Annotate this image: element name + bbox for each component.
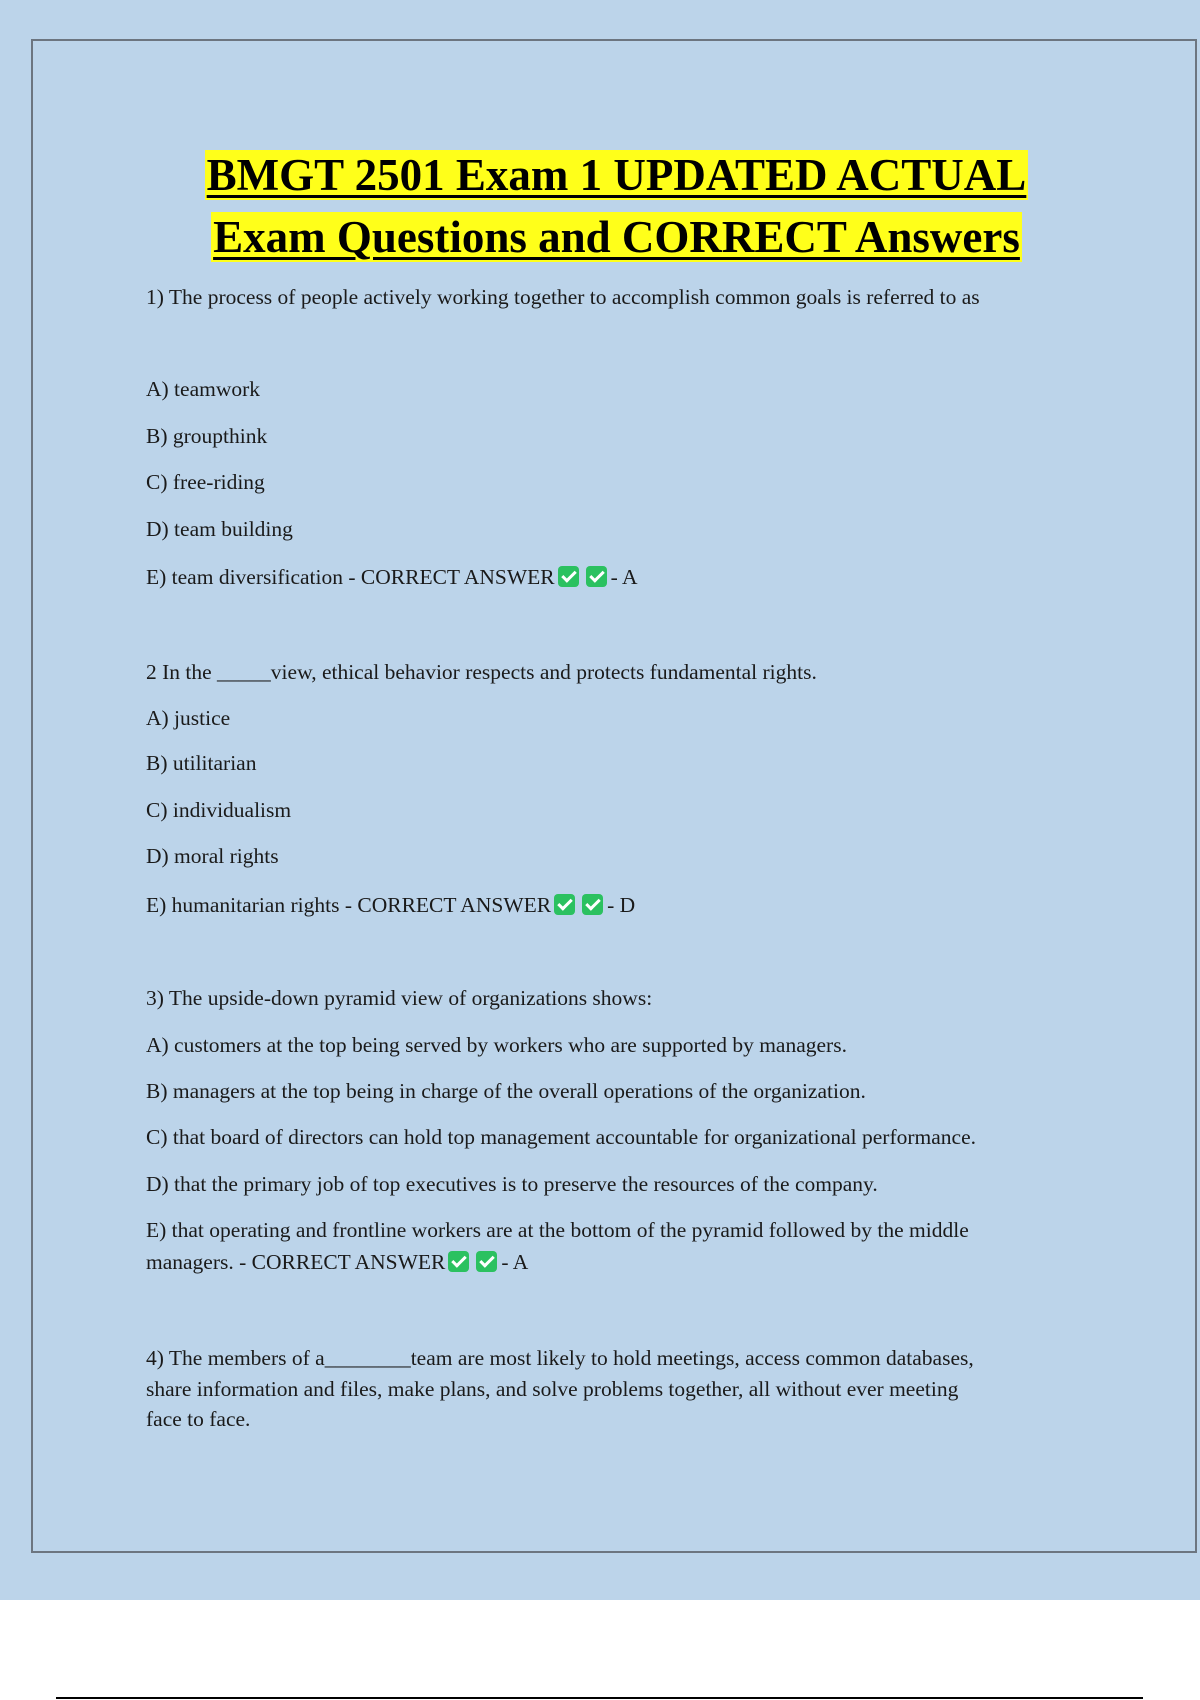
question-4-prompt-line-3: face to face. [146, 1407, 251, 1431]
question-2-option-c: C) individualism [146, 798, 292, 822]
question-1-option-d: D) team building [146, 517, 293, 541]
question-3-option-a: A) customers at the top being served by workers who are supported by managers. [146, 1033, 847, 1057]
check-icon [558, 566, 579, 587]
title-line-1: BMGT 2501 Exam 1 UPDATED ACTUAL [206, 150, 1027, 200]
check-icon [582, 894, 603, 915]
question-3-option-e-text: managers. - CORRECT ANSWER [146, 1250, 446, 1274]
question-3-option-c: C) that board of directors can hold top management accountable for organizational performance. [146, 1125, 977, 1149]
question-2-option-e [146, 890, 635, 921]
title-line-2: Exam Questions and CORRECT Answers [213, 212, 1020, 262]
question-2-option-a: A) justice [146, 706, 231, 730]
check-icon [448, 1251, 469, 1272]
question-3-prompt: 3) The upside-down pyramid view of organizations shows: [146, 986, 653, 1010]
question-4-prompt-line-1: 4) The members of a________team are most likely to hold meetings, access common databases, [146, 1346, 974, 1370]
question-3-option-e-line-1: E) that operating and frontline workers are at the bottom of the pyramid followed by the middle [146, 1218, 969, 1242]
question-1-prompt: 1) The process of people actively working together to accomplish common goals is referred to as [146, 285, 980, 309]
question-4-prompt-line-2: share information and files, make plans, and solve problems together, all without ever meeting [146, 1377, 959, 1401]
question-1-option-e-text: E) team diversification - CORRECT ANSWER [146, 565, 555, 589]
question-2-option-e-text: E) humanitarian rights - CORRECT ANSWER [146, 893, 552, 917]
footer-divider [56, 1697, 1143, 1699]
check-icon [586, 566, 607, 587]
question-3-answer: - A [501, 1250, 529, 1274]
question-2-answer: - D [607, 893, 636, 917]
check-icon [554, 894, 575, 915]
question-1-option-a: A) teamwork [146, 377, 261, 401]
question-1-answer: - A [610, 565, 638, 589]
question-3-option-b: B) managers at the top being in charge of the overall operations of the organization. [146, 1079, 866, 1103]
document-title [0, 144, 1200, 268]
question-3-option-e-line-2 [146, 1247, 528, 1278]
question-1-option-c: C) free-riding [146, 470, 265, 494]
question-1-option-b: B) groupthink [146, 424, 268, 448]
question-2-prompt: 2 In the _____view, ethical behavior respects and protects fundamental rights. [146, 660, 817, 684]
question-2-option-d: D) moral rights [146, 844, 279, 868]
check-icon [476, 1251, 497, 1272]
question-2-option-b: B) utilitarian [146, 751, 257, 775]
question-1-option-e [146, 562, 638, 593]
question-3-option-d: D) that the primary job of top executives is to preserve the resources of the company. [146, 1172, 878, 1196]
